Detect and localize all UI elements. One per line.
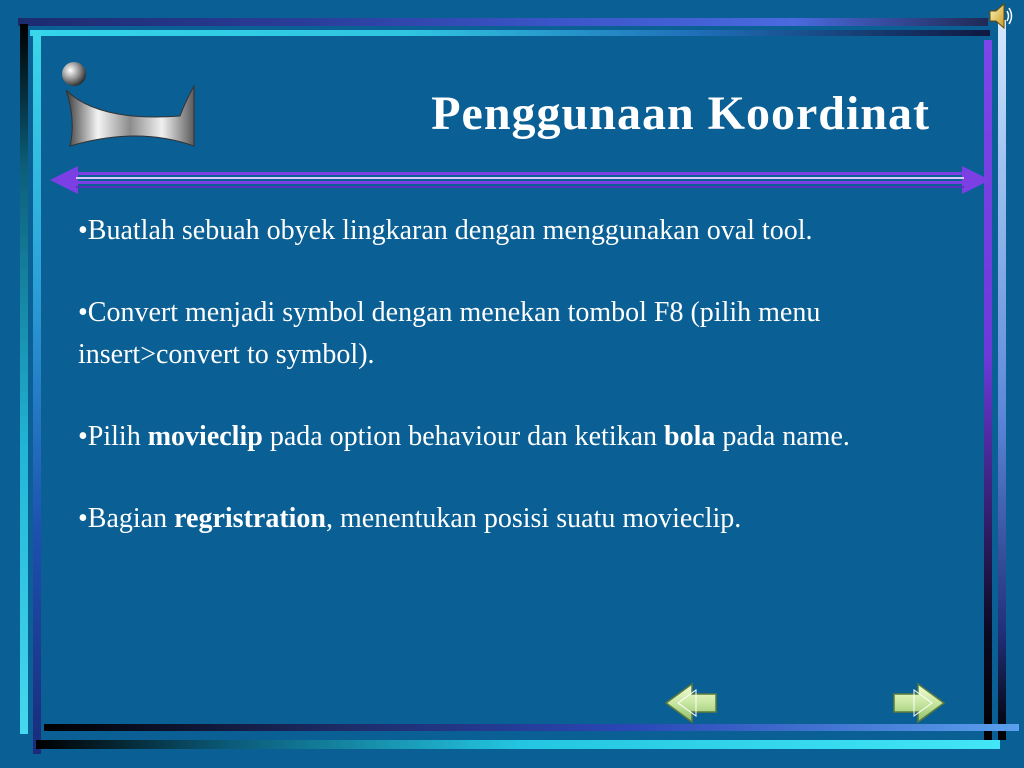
- frame-right-inner-bar: [984, 40, 992, 740]
- frame-left-bar: [20, 24, 28, 734]
- bullet-bold-term: movieclip: [147, 421, 263, 452]
- slide-title: Penggunaan Koordinat: [431, 87, 930, 140]
- bullet-text: pada name.: [715, 421, 850, 452]
- bullet-text: •Buatlah sebuah obyek lingkaran dengan menggunakan oval tool.: [78, 215, 813, 246]
- bullet-item: [78, 498, 938, 540]
- chrome-logo-icon: [58, 60, 198, 152]
- bullet-text: pada option behaviour dan ketikan: [262, 421, 665, 452]
- bullet-item: [78, 416, 938, 458]
- forward-arrow-icon[interactable]: [890, 680, 948, 726]
- title-divider: [50, 160, 990, 200]
- frame-left-inner-bar: [33, 30, 41, 754]
- frame-bottom-bar: [36, 740, 1000, 749]
- bullet-text: •Pilih: [78, 421, 148, 452]
- slide-body: [78, 210, 938, 580]
- speaker-icon[interactable]: [986, 0, 1014, 32]
- frame-right-bar: [998, 20, 1006, 740]
- frame-bottom-inner-bar: [44, 724, 1019, 731]
- frame-top-inner-bar: [30, 30, 990, 36]
- back-arrow-icon[interactable]: [662, 680, 720, 726]
- bullet-bold-term: regristration: [174, 503, 327, 534]
- bullet-item: [78, 292, 938, 376]
- bullet-text: •Bagian: [78, 503, 175, 534]
- bullet-text: •Convert menjadi symbol dengan menekan tombol F8 (pilih menu insert>convert to symbol).: [78, 297, 821, 370]
- bullet-text: , menentukan posisi suatu movieclip.: [326, 503, 742, 534]
- bullet-item: [78, 210, 938, 252]
- frame-top-bar: [18, 18, 988, 26]
- bullet-bold-term: bola: [664, 421, 716, 452]
